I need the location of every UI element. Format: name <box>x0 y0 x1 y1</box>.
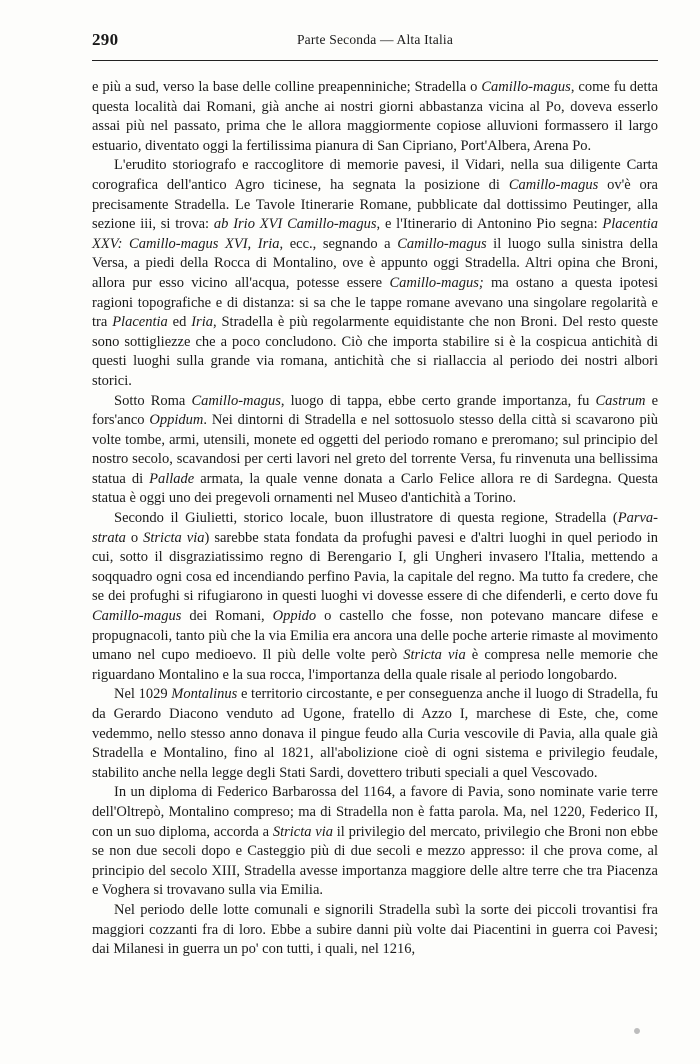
text-run: Nel 1029 <box>114 686 172 703</box>
paragraph-p5 <box>92 685 658 783</box>
italic-term: Stricta via <box>272 823 333 840</box>
text-run: , ecc., segnando a <box>279 235 398 252</box>
text-run: , e l'Itinerario di Antonino Pio segna: <box>376 216 603 233</box>
text-run: ed <box>167 314 192 331</box>
text-run: o castello che fosse, non potevano mancare difese e propugnacoli, tanto più che la via Emilia era ancora una delle poche arterie rimaste al movimento umano nel cupo medioevo. Il più delle volte però <box>92 608 658 664</box>
scan-speck <box>634 1028 640 1034</box>
text-run: e più a sud, verso la base delle colline preapenniniche; Stradella o <box>92 79 482 95</box>
italic-term: Oppido <box>272 608 317 625</box>
page-number: 290 <box>92 30 119 49</box>
running-head <box>92 30 658 54</box>
italic-term: Camillo-magus <box>508 176 599 193</box>
text-run: ) sarebbe stata fondata da profughi pavesi e d'altri luoghi in quel periodo in cui, sotto il disgraziatissimo regno di Berengario I, gli Ungheri invasero l'Italia, mettendo a soqquadro ogni cosa ed incendiando perfino Pavia, la capitale del regno. Ma tutto fa credere, che se dei profughi si rifugiarono in questi luoghi vi dovesse essere di che difenderli, e certo dove fu <box>92 529 658 605</box>
text-run: o <box>125 529 144 546</box>
text-run: , Stradella è più regolarmente equidistante che non Broni. Del resto queste sono sottigliezze che a poco concludono. Ciò che importa stabilire si è la cospicua antichità di questi luoghi sulla grande via romana, antichità che si riallaccia al periodo dei nostri albori storici. <box>92 314 659 389</box>
italic-term: Camillo-magus <box>191 392 281 409</box>
text-run: armata, la quale venne donata a Carlo Felice allora re di Sardegna. Questa statua è oggi uno dei pregevoli ornamenti nel Museo d'antichità a Torino. <box>92 470 658 507</box>
italic-term: Stricta via <box>403 647 466 664</box>
italic-term: Parva-strata <box>92 510 658 546</box>
italic-term: Stricta via <box>143 529 205 546</box>
paragraph-p3 <box>92 392 658 510</box>
paragraph-p6 <box>92 783 658 901</box>
italic-term: Castrum <box>595 392 646 409</box>
header-rule <box>92 60 658 61</box>
text-run: In un diploma di Federico Barbarossa del 1164, a favore di Pavia, sono nominate varie terre dell'Oltrepò, Montalino compreso; ma di Stradella non è fatta parola. Ma, nel 1220, Federico II, con un suo diploma, accorda a <box>92 784 658 840</box>
text-run: . Nei dintorni di Stradella e nel sottosuolo stesso della città si scavarono più volte tombe, armi, utensili, monete ed oggetti del periodo romano e preromano; sul principio del nostro secolo, scavandosi per certi lavori nel greto del torrente Versa, fu rinvenuta una bellissima statua di <box>92 412 658 487</box>
paragraph-p7 <box>92 901 658 960</box>
italic-term: Iria <box>191 314 213 331</box>
body-text <box>92 78 658 960</box>
italic-term: Camillo-magus <box>92 608 182 625</box>
text-run: Sotto Roma <box>114 392 192 409</box>
text-run: e territorio circostante, e per conseguenza anche il luogo di Stradella, fu da Gerardo Diacono venduto ad Ugone, fratello di Azzo I, marchese di Este, che, come vedemmo, nello stesso anno donava il pingue feudo alla Curia vescovile di Pavia, alla quale già Stradella e Montalino, fino al 1821, all'abolizione cioè di ogni sistema e privilegio feudale, stabilito anche nella legge degli Stati Sardi, dovettero tributi speciali a quel Vescovado. <box>92 686 658 781</box>
italic-term: Camillo-magus; <box>389 274 484 291</box>
paragraph-p2 <box>92 156 658 391</box>
paragraph-p4 <box>92 509 658 685</box>
italic-term: Placentia XXV: Camillo-magus XVI, Iria <box>92 216 658 252</box>
text-run: L'erudito storiografo e raccoglitore di memorie pavesi, il Vidari, nella sua diligente Carta corografica dell'antico Agro ticinese, ha segnata la posizione di <box>92 157 658 193</box>
text-run: il privilegio del mercato, privilegio che Broni non ebbe se non due secoli dopo e Casteggio più di due secoli e mezzo appresso: il che prova come, al principio del secolo XIII, Stradella avesse importanza maggiore delle altre terre che tra Piacenza e Voghera si trovavano sulla via Emilia. <box>92 823 658 899</box>
italic-term: Pallade <box>149 470 195 487</box>
text-run: il luogo sulla sinistra della Versa, a piedi della Rocca di Montalino, ove è appunto oggi Stradella. Altri opina che Broni, allora pur esso vicino all'acqua, potesse essere <box>92 235 658 291</box>
paragraph-p1 <box>92 78 658 156</box>
italic-term: Montalinus <box>171 686 238 703</box>
italic-term: Oppidum <box>149 412 204 429</box>
text-run: dei Romani, <box>181 608 273 625</box>
italic-term: Placentia <box>112 314 168 331</box>
italic-term: Camillo-magus <box>397 235 487 252</box>
text-run: ov'è ora precisamente Stradella. Le Tavole Itinerarie Romane, pubblicate dal dottissimo Peutinger, alla sezione iii, si trova: <box>92 176 658 233</box>
text-run: è compresa nelle memorie che riguardano Montalino e la sua rocca, l'importanza della quale risale al periodo longobardo. <box>92 647 658 683</box>
text-run: , luogo di tappa, ebbe certo grande importanza, fu <box>280 392 596 409</box>
text-run: e fors'anco <box>92 392 659 429</box>
text-run: Nel periodo delle lotte comunali e signorili Stradella subì la sorte dei piccoli trovantisi fra maggiori cozzanti fra di loro. Ebbe a subire danni più volte dai Piacentini in guerra coi Pavesi; dai Milanesi in guerra un po' con tutti, i quali, nel 1216, <box>92 901 658 958</box>
italic-term: ab Irio XVI Camillo-magus <box>213 216 377 233</box>
text-run: ma ostano a questa ipotesi ragioni topografiche e di distanza: si sa che le tappe romane avevano una singolare regolarità e tra <box>92 274 658 331</box>
text-run: Secondo il Giulietti, storico locale, buon illustratore di questa regione, Stradella ( <box>114 510 618 527</box>
running-title: Parte Seconda — Alta Italia <box>296 32 454 47</box>
italic-term: Camillo-magus <box>481 79 571 95</box>
text-run: , come fu detta questa località dai Romani, già anche ai nostri giorni abbastanza vicina al Po, doveva esserlo assai più nel passato, prima che le allora maggiormente copiose alluvioni formassero il largo estuario, diventato oggi la fertilissima pianura di San Cipriano, Port'Albera, Arena Po. <box>92 79 658 154</box>
